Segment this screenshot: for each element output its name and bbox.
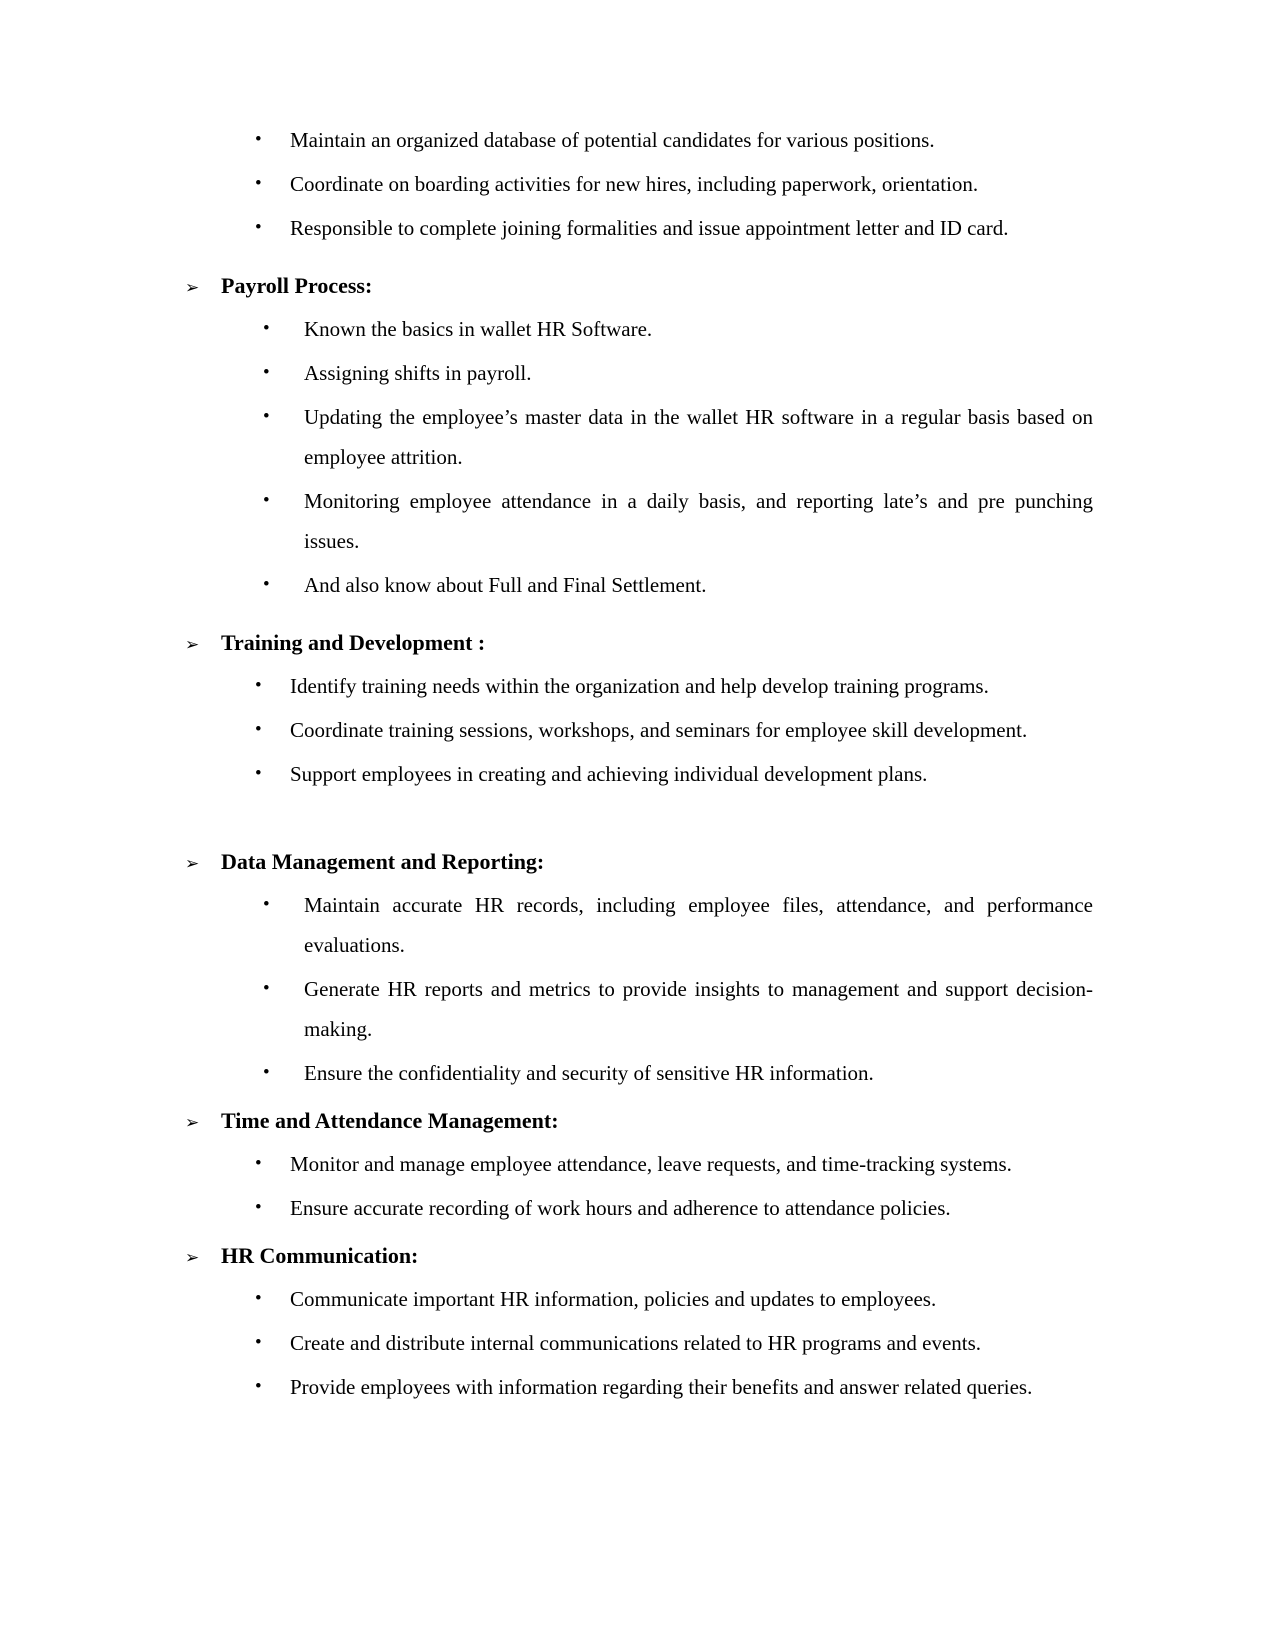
bullet-item-text: Communicate important HR information, policies and updates to employees. [290,1287,937,1311]
bullet-dot-icon: • [263,362,270,383]
bullet-dot-icon: • [255,719,262,740]
bullet-dot-icon: • [263,318,270,339]
section-heading [185,1236,1093,1278]
bullet-item [255,1188,1093,1228]
arrow-bullet-icon: ➢ [185,854,200,874]
section-heading-text: HR Communication: [221,1243,419,1268]
bullet-dot-icon: • [255,763,262,784]
bullet-item-text: Create and distribute internal communications related to HR programs and events. [290,1331,982,1355]
section-hr-communication [185,1236,1093,1407]
bullet-item [255,208,1093,248]
section-heading-text: Payroll Process: [221,273,373,298]
section-data-management-and-reporting [185,842,1093,1093]
bullet-item-text: Assigning shifts in payroll. [304,361,532,385]
bullet-list [185,309,1093,605]
bullet-item [255,164,1093,204]
bullet-dot-icon: • [263,1062,270,1083]
bullet-item [263,353,1093,393]
bullet-item-text: Updating the employee’s master data in the wallet HR software in a regular basis based on employee attrition. [304,405,1093,469]
bullet-dot-icon: • [255,1288,262,1309]
bullet-item-text: Identify training needs within the organization and help develop training programs. [290,674,989,698]
bullet-item-text: Coordinate training sessions, workshops, and seminars for employee skill development. [290,718,1028,742]
section-heading-text: Data Management and Reporting: [221,849,545,874]
bullet-list [185,120,1093,248]
bullet-item [263,885,1093,965]
bullet-dot-icon: • [255,217,262,238]
bullet-item-text: Coordinate on boarding activities for new hires, including paperwork, orientation. [290,172,979,196]
bullet-dot-icon: • [263,490,270,511]
intro-bullet-block [185,120,1093,248]
section-training-and-development [185,623,1093,794]
arrow-bullet-icon: ➢ [185,278,200,298]
bullet-dot-icon: • [255,1153,262,1174]
bullet-dot-icon: • [263,978,270,999]
bullet-dot-icon: • [263,574,270,595]
bullet-dot-icon: • [255,129,262,150]
bullet-item-text: Maintain accurate HR records, including employee files, attendance, and performance evaluations. [304,893,1093,957]
bullet-dot-icon: • [263,894,270,915]
bullet-item [263,565,1093,605]
bullet-item [263,397,1093,477]
bullet-dot-icon: • [255,1376,262,1397]
bullet-list [185,1144,1093,1228]
bullet-dot-icon: • [255,675,262,696]
section-heading [185,1101,1093,1143]
bullet-item [263,969,1093,1049]
bullet-item [255,1144,1093,1184]
bullet-item [255,710,1093,750]
bullet-list [185,885,1093,1093]
bullet-item-text: And also know about Full and Final Settlement. [304,573,707,597]
bullet-item-text: Known the basics in wallet HR Software. [304,317,653,341]
section-time-and-attendance-management [185,1101,1093,1228]
bullet-item [255,1323,1093,1363]
section-heading [185,266,1093,308]
arrow-bullet-icon: ➢ [185,635,200,655]
bullet-item [255,1367,1093,1407]
bullet-item [255,666,1093,706]
arrow-bullet-icon: ➢ [185,1248,200,1268]
bullet-item-text: Monitor and manage employee attendance, leave requests, and time-tracking systems. [290,1152,1012,1176]
bullet-item [255,754,1093,794]
bullet-list [185,666,1093,794]
bullet-dot-icon: • [255,1332,262,1353]
bullet-item-text: Ensure accurate recording of work hours and adherence to attendance policies. [290,1196,951,1220]
bullet-item [263,1053,1093,1093]
bullet-item-text: Provide employees with information regarding their benefits and answer related queries. [290,1375,1033,1399]
bullet-dot-icon: • [255,173,262,194]
section-heading-text: Time and Attendance Management: [221,1108,559,1133]
bullet-list [185,1279,1093,1407]
bullet-item-text: Support employees in creating and achieving individual development plans. [290,762,928,786]
section-heading [185,842,1093,884]
bullet-item-text: Maintain an organized database of potential candidates for various positions. [290,128,935,152]
bullet-item [255,1279,1093,1319]
bullet-item [263,309,1093,349]
bullet-item [263,481,1093,561]
bullet-dot-icon: • [263,406,270,427]
bullet-dot-icon: • [255,1197,262,1218]
bullet-item-text: Monitoring employee attendance in a daily basis, and reporting late’s and pre punching issues. [304,489,1093,553]
section-payroll-process [185,266,1093,605]
section-heading [185,623,1093,665]
bullet-item-text: Responsible to complete joining formalities and issue appointment letter and ID card. [290,216,1009,240]
bullet-item-text: Ensure the confidentiality and security of sensitive HR information. [304,1061,874,1085]
bullet-item-text: Generate HR reports and metrics to provide insights to management and support decision-making. [304,977,1093,1041]
section-heading-text: Training and Development : [221,630,486,655]
arrow-bullet-icon: ➢ [185,1113,200,1133]
bullet-item [255,120,1093,160]
